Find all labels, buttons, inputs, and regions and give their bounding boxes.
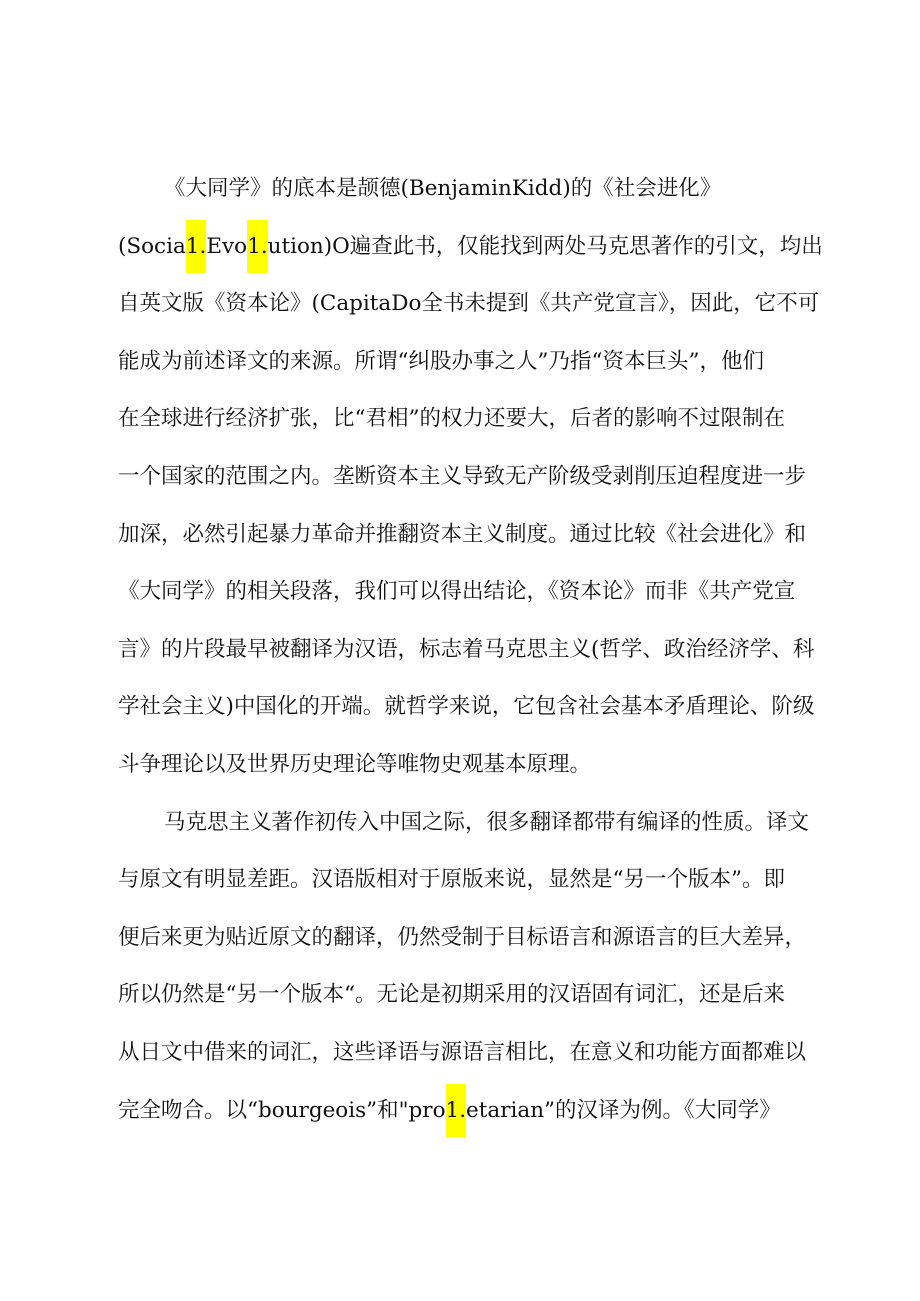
text-line bbox=[118, 966, 828, 1024]
text-run: 斗争理论以及世界历史理论等唯物史观基本原理。 bbox=[118, 751, 592, 777]
highlighted-text: 1. bbox=[247, 220, 268, 273]
text-run: etarian”的汉译为例。《大同学》 bbox=[466, 1097, 781, 1123]
text-run: 能成为前述译文的来源。所谓“纠股办事之人”乃指“资本巨头”，他们 bbox=[118, 348, 764, 374]
text-run: 马克思主义著作初传入中国之际，很多翻译都带有编译的性质。译文 bbox=[164, 809, 810, 835]
text-line bbox=[118, 506, 828, 564]
text-line bbox=[118, 390, 828, 448]
text-line bbox=[118, 160, 828, 218]
highlighted-text: 1. bbox=[186, 220, 207, 273]
text-run: 与原文有明显差距。汉语版相对于原版来说，显然是“另一个版本”。即 bbox=[118, 867, 785, 893]
text-line bbox=[118, 1082, 828, 1140]
text-run: 自英文版《资本论》(CapitaDo全书未提到《共产党宣言》，因此，它不可 bbox=[118, 291, 820, 317]
text-line bbox=[118, 794, 828, 852]
text-line bbox=[118, 851, 828, 909]
text-run: 一个国家的范围之内。垄断资本主义导致无产阶级受剥削压迫程度进一步 bbox=[118, 463, 807, 489]
document-body bbox=[118, 160, 828, 1139]
text-run: 所以仍然是“另一个版本“。无论是初期采用的汉语固有词汇，还是后来 bbox=[118, 982, 785, 1008]
text-line bbox=[118, 1024, 828, 1082]
text-run: 从日文中借来的词汇，这些译语与源语言相比，在意义和功能方面都难以 bbox=[118, 1039, 807, 1065]
text-line bbox=[118, 275, 828, 333]
text-run: 学社会主义)中国化的开端。就哲学来说，它包含社会基本矛盾理论、阶级 bbox=[118, 694, 815, 720]
text-line bbox=[118, 678, 828, 736]
highlighted-text: 1. bbox=[446, 1084, 467, 1137]
text-line bbox=[118, 448, 828, 506]
text-run: Evo bbox=[206, 233, 248, 259]
text-run: 言》的片段最早被翻译为汉语，标志着马克思主义(哲学、政治经济学、科 bbox=[118, 636, 815, 662]
text-line bbox=[118, 563, 828, 621]
text-run: 完全吻合。以“bourgeois”和"pro bbox=[118, 1097, 446, 1123]
text-run: ution)O遍查此书，仅能找到两处马克思著作的引文，均出 bbox=[267, 233, 823, 259]
text-run: 加深，必然引起暴力革命并推翻资本主义制度。通过比较《社会进化》和 bbox=[118, 521, 807, 547]
text-line bbox=[118, 909, 828, 967]
text-run: 《大同学》的相关段落，我们可以得出结论，《资本论》而非《共产党宣 bbox=[118, 579, 796, 605]
text-run: 便后来更为贴近原文的翻译，仍然受制于目标语言和源语言的巨大差异， bbox=[118, 924, 807, 950]
text-line bbox=[118, 621, 828, 679]
text-run: 在全球进行经济扩张，比“君相”的权力还要大，后者的影响不过限制在 bbox=[118, 406, 785, 432]
text-line bbox=[118, 736, 828, 794]
text-run: (Socia bbox=[118, 233, 186, 259]
text-run: 《大同学》的底本是颉德(BenjaminKidd)的《社会进化》 bbox=[164, 176, 722, 201]
text-line bbox=[118, 218, 828, 276]
text-line bbox=[118, 333, 828, 391]
